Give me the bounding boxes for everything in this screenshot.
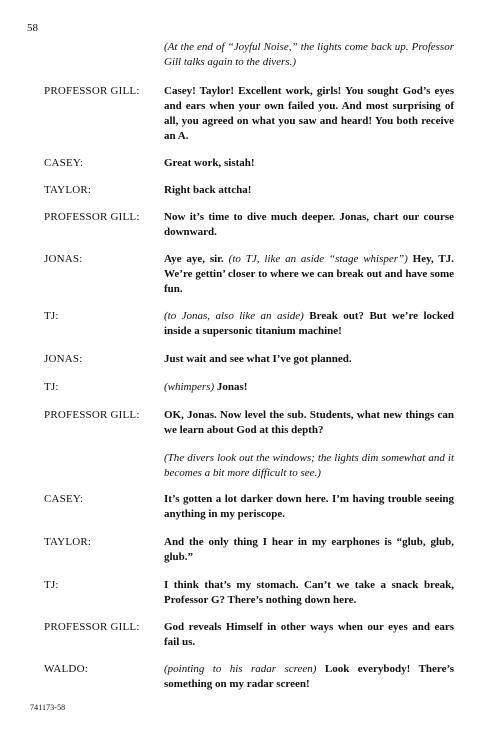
dialogue-tj	[44, 309, 455, 339]
dialogue-lead-text: Aye aye, sir.	[164, 253, 224, 265]
dialogue-casey	[44, 492, 455, 522]
dialogue-main-text: Break out? But we’re locked inside a supersonic titanium machine!	[164, 310, 455, 337]
dialogue-main-text: Jonas!	[216, 381, 248, 393]
inline-stage-direction: (pointing to his radar screen)	[164, 663, 317, 675]
dialogue-tj	[44, 380, 455, 395]
speaker-name: TAYLOR:	[44, 184, 92, 196]
footer-code: 741173-58	[30, 703, 66, 712]
speaker-name: JONAS:	[44, 353, 83, 365]
speaker-name: TJ:	[44, 310, 59, 322]
speaker-name: WALDO:	[44, 663, 88, 675]
dialogue-text: Casey! Taylor! Excellent work, girls! You sought God’s eyes and ears when your own failed you. And most surprising of all, you agreed on what you saw and heard! You both receive an A.	[164, 85, 454, 142]
dialogue-text	[164, 662, 454, 692]
speaker-name: PROFESSOR GILL:	[44, 621, 140, 633]
page-number: 58	[27, 22, 38, 34]
dialogue-text: Just wait and see what I’ve got planned.	[164, 353, 352, 365]
speaker-name: TJ:	[44, 381, 59, 393]
dialogue-casey	[44, 156, 455, 171]
dialogue-professor-gill	[44, 210, 455, 240]
dialogue-text	[164, 252, 454, 297]
dialogue-main-text: Look everybody! There’s something on my radar screen!	[164, 663, 455, 690]
speaker-name: PROFESSOR GILL:	[44, 409, 140, 421]
dialogue-professor-gill	[44, 620, 455, 650]
dialogue-text: And the only thing I hear in my earphones is “glub, glub, glub.”	[164, 536, 454, 563]
dialogue-professor-gill	[44, 408, 455, 438]
speaker-name: TAYLOR:	[44, 536, 92, 548]
inline-stage-direction: (to TJ, like an aside “stage whisper”)	[228, 253, 408, 265]
dialogue-text: OK, Jonas. Now level the sub. Students, what new things can we learn about God at this depth?	[164, 409, 454, 436]
stage-direction	[44, 451, 455, 481]
dialogue-taylor	[44, 183, 455, 198]
speaker-name: CASEY:	[44, 157, 84, 169]
speaker-name: PROFESSOR GILL:	[44, 85, 140, 97]
inline-stage-direction: (to Jonas, also like an aside)	[164, 310, 304, 322]
stage-direction-text: (At the end of “Joyful Noise,” the lights come back up. Professor Gill talks again to the divers.)	[164, 41, 454, 68]
dialogue-taylor	[44, 535, 455, 565]
dialogue-text: God reveals Himself in other ways when our eyes and ears fail us.	[164, 621, 454, 648]
speaker-name: PROFESSOR GILL:	[44, 211, 140, 223]
dialogue-text: Now it’s time to dive much deeper. Jonas, chart our course downward.	[164, 211, 454, 238]
speaker-name: JONAS:	[44, 253, 83, 265]
inline-stage-direction: (whimpers)	[164, 381, 215, 393]
dialogue-text	[164, 309, 454, 339]
dialogue-text: It’s gotten a lot darker down here. I’m having trouble seeing anything in my periscope.	[164, 493, 454, 520]
dialogue-jonas	[44, 352, 455, 367]
dialogue-waldo	[44, 662, 455, 692]
dialogue-jonas	[44, 252, 455, 297]
dialogue-main-text: Hey, TJ. We’re gettin’ closer to where we can break out and have some fun.	[164, 253, 454, 295]
speaker-name: CASEY:	[44, 493, 84, 505]
dialogue-text: Great work, sistah!	[164, 157, 255, 169]
dialogue-professor-gill	[44, 84, 455, 144]
speaker-name: TJ:	[44, 579, 59, 591]
dialogue-text: Right back attcha!	[164, 184, 252, 196]
dialogue-text: I think that’s my stomach. Can’t we take a snack break, Professor G? There’s nothing down here.	[164, 579, 454, 606]
dialogue-tj	[44, 578, 455, 608]
stage-direction	[44, 40, 455, 70]
dialogue-text	[164, 380, 454, 395]
stage-direction-text: (The divers look out the windows; the lights dim somewhat and it becomes a bit more difficult to see.)	[164, 452, 454, 479]
